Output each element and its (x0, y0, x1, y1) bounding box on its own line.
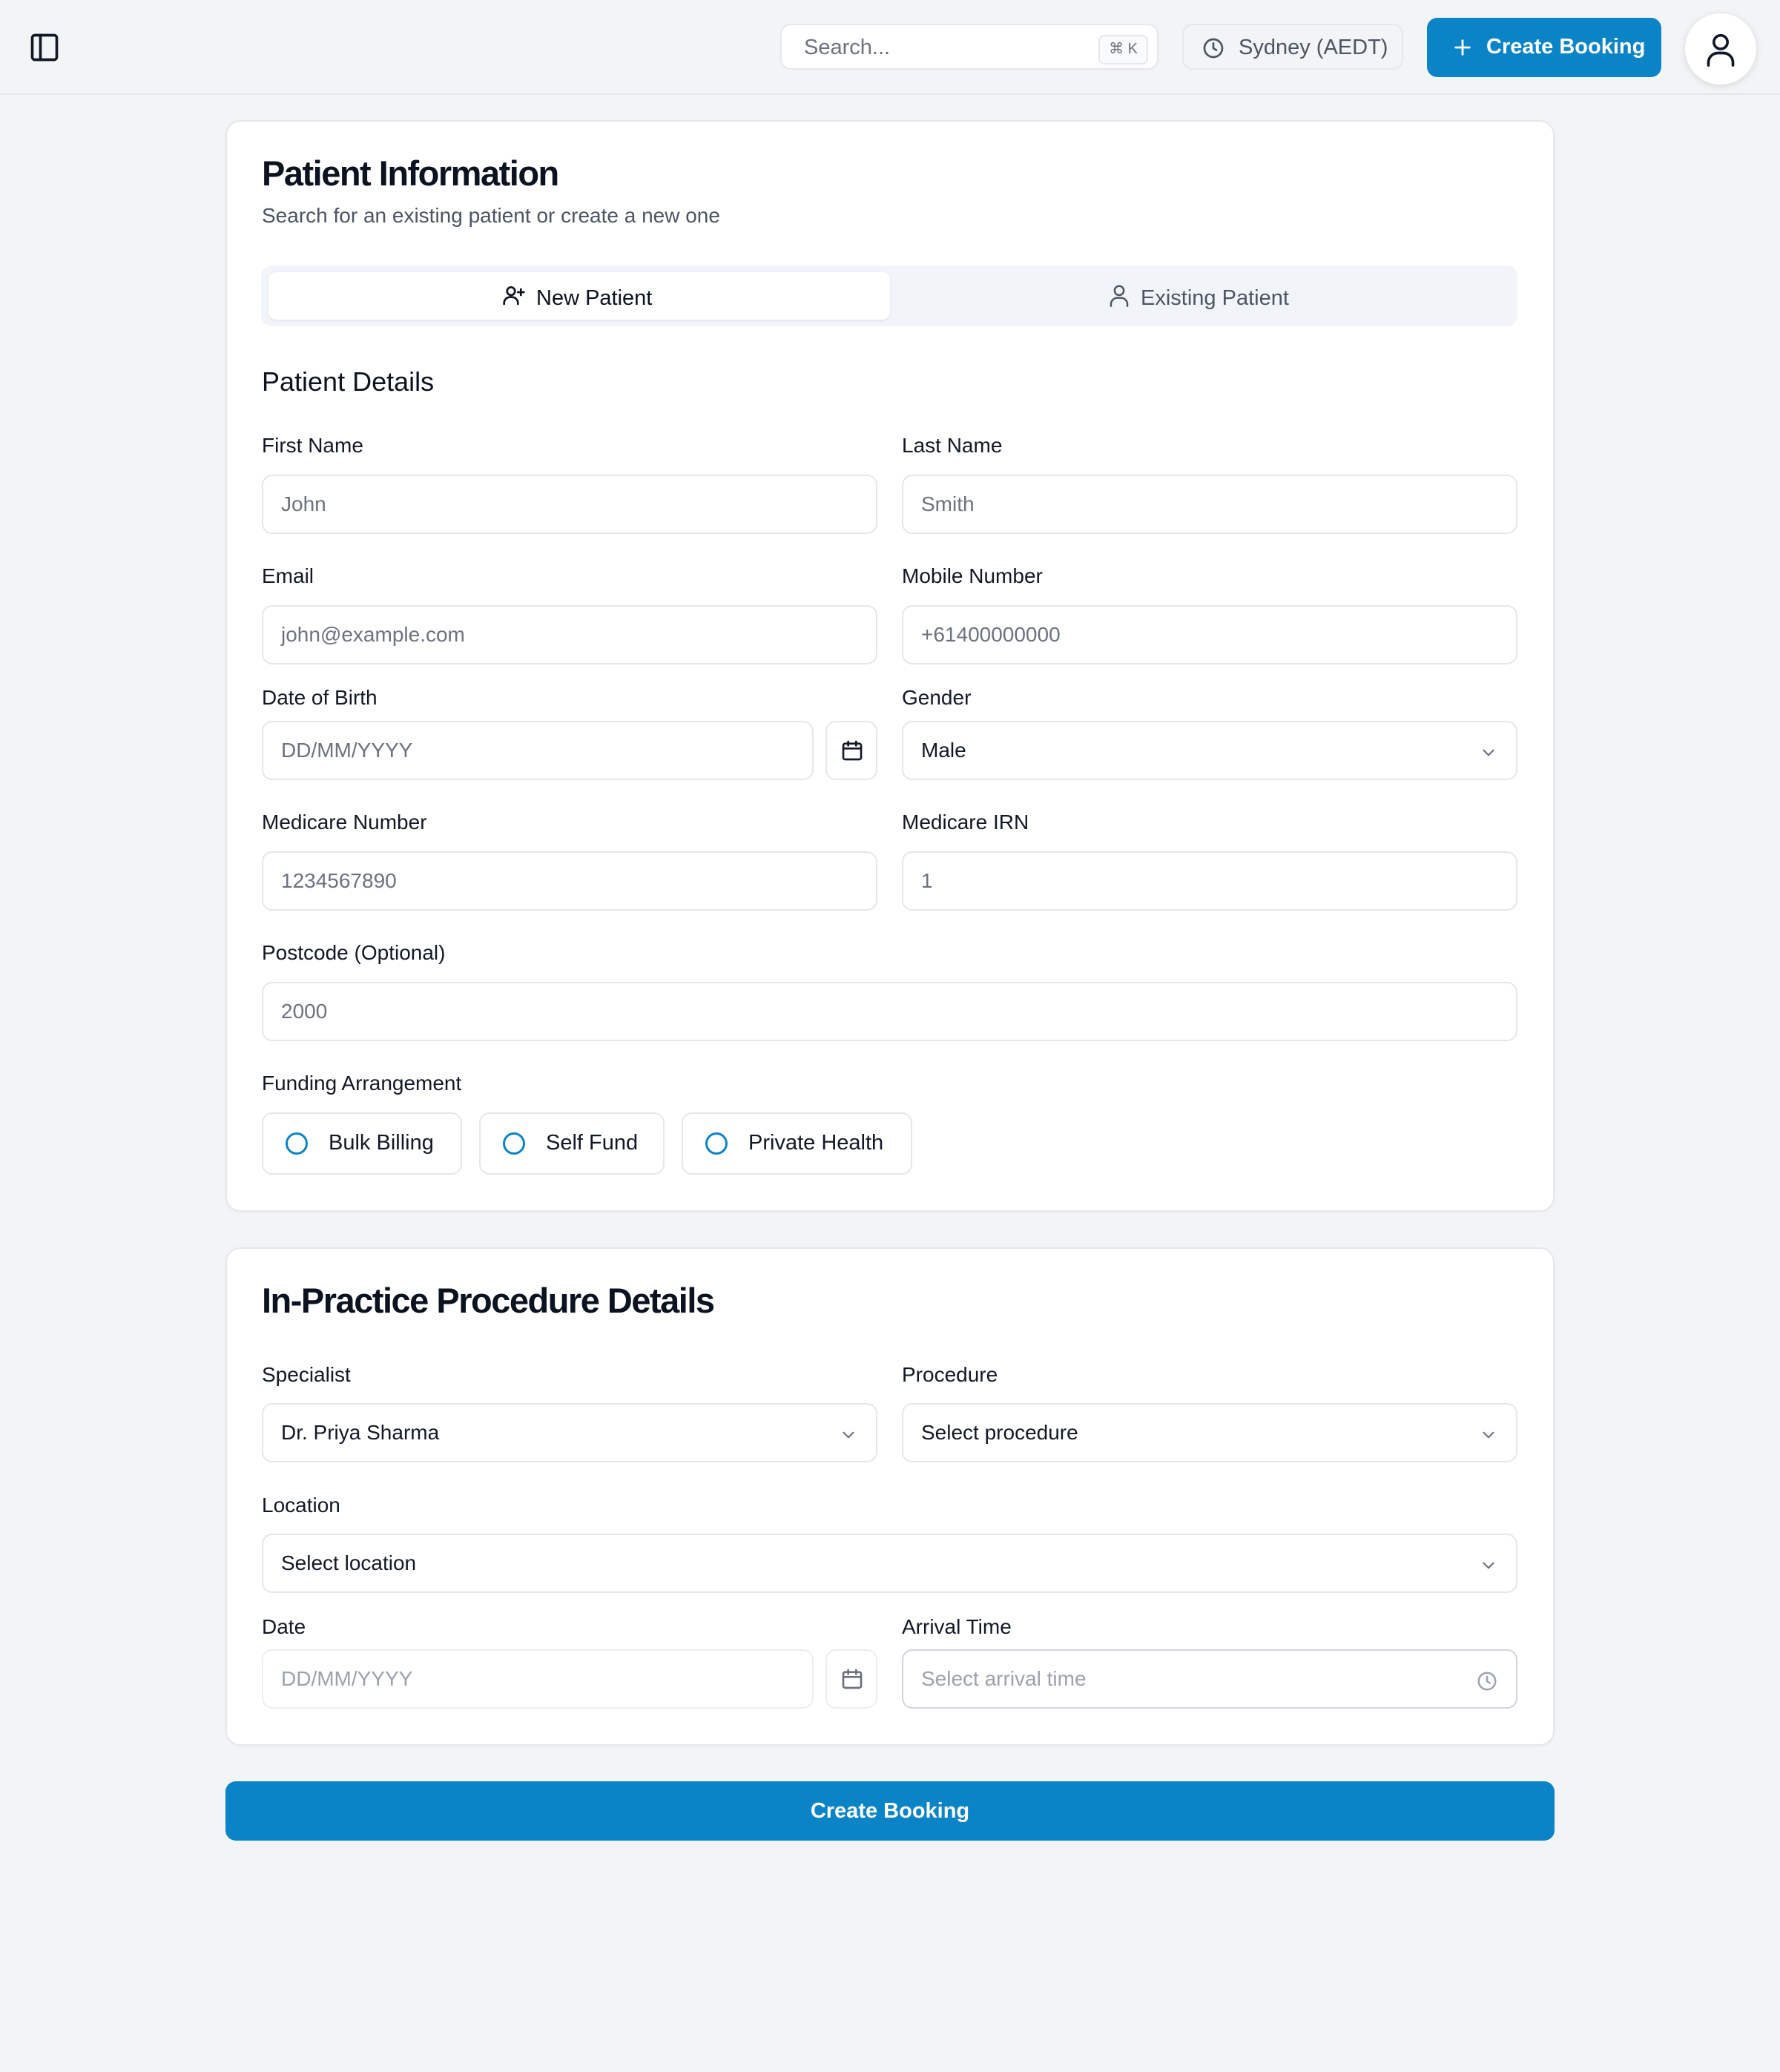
location-value: Select location (281, 1551, 417, 1574)
arrival-time-input[interactable] (902, 1649, 1517, 1709)
timezone-label: Sydney (AEDT) (1239, 36, 1388, 59)
medicare-irn-input[interactable] (902, 851, 1517, 911)
search-input[interactable] (780, 24, 1158, 70)
first-name-label: First Name (262, 434, 363, 457)
postcode-placeholder: 2000 (281, 1000, 328, 1023)
plus-icon (1452, 37, 1473, 58)
tab-existing-patient[interactable] (890, 272, 1512, 320)
funding-option-label: Self Fund (546, 1131, 639, 1155)
last-name-input[interactable] (902, 475, 1517, 534)
location-select[interactable] (262, 1534, 1517, 1593)
last-name-label: Last Name (902, 434, 1003, 457)
search-shortcut-badge: ⌘ K (1098, 35, 1148, 65)
clock-icon (1476, 1670, 1498, 1697)
location-label: Location (262, 1494, 340, 1517)
dob-calendar-button[interactable] (825, 721, 877, 780)
funding-option-label: Private Health (748, 1131, 884, 1155)
procedure-date-placeholder: DD/MM/YYYY (281, 1667, 413, 1690)
chevron-down-icon (1479, 1425, 1498, 1450)
radio-icon (286, 1132, 308, 1155)
patient-card-title: Patient Information (262, 154, 558, 193)
chevron-down-icon (839, 1425, 858, 1450)
medicare-number-label: Medicare Number (262, 811, 427, 834)
patient-card-subtitle: Search for an existing patient or create a new one (262, 204, 720, 227)
arrival-time-label: Arrival Time (902, 1615, 1012, 1638)
procedure-card-title: In-Practice Procedure Details (262, 1281, 714, 1320)
procedure-select[interactable] (902, 1403, 1517, 1462)
user-icon (1108, 283, 1130, 313)
specialist-label: Specialist (262, 1363, 351, 1386)
date-label: Date (262, 1615, 306, 1638)
tab-new-patient[interactable] (268, 272, 890, 320)
specialist-value: Dr. Priya Sharma (281, 1421, 440, 1444)
tab-new-patient-label: New Patient (536, 286, 653, 310)
funding-label: Funding Arrangement (262, 1072, 462, 1095)
radio-icon (705, 1132, 728, 1155)
postcode-input[interactable] (262, 982, 1517, 1041)
chevron-down-icon (1479, 1556, 1498, 1580)
dob-label: Date of Birth (262, 686, 378, 709)
gender-select[interactable] (902, 721, 1517, 780)
search-placeholder: Search... (804, 36, 891, 59)
funding-option-label: Bulk Billing (329, 1131, 434, 1155)
user-plus-icon (502, 283, 526, 313)
first-name-placeholder: John (281, 492, 326, 515)
medicare-irn-placeholder: 1 (921, 869, 933, 892)
medicare-number-placeholder: 1234567890 (281, 869, 397, 892)
header-create-booking-button[interactable] (1427, 18, 1661, 77)
radio-icon (503, 1132, 525, 1155)
email-placeholder: john@example.com (281, 623, 465, 646)
funding-option-bulk-billing[interactable] (262, 1112, 462, 1175)
mobile-input[interactable] (902, 605, 1517, 664)
email-input[interactable] (262, 605, 877, 664)
tab-existing-patient-label: Existing Patient (1141, 286, 1289, 310)
procedure-label: Procedure (902, 1363, 998, 1386)
funding-option-private-health[interactable] (682, 1112, 912, 1175)
sidebar-toggle-icon[interactable] (28, 31, 61, 64)
calendar-icon (840, 739, 864, 762)
postcode-label: Postcode (Optional) (262, 941, 446, 964)
chevron-down-icon (1479, 743, 1498, 768)
dob-input[interactable] (262, 721, 814, 780)
gender-value: Male (921, 739, 966, 762)
dob-placeholder: DD/MM/YYYY (281, 739, 413, 762)
email-label: Email (262, 564, 314, 587)
mobile-label: Mobile Number (902, 564, 1043, 587)
funding-option-self-fund[interactable] (479, 1112, 665, 1175)
medicare-number-input[interactable] (262, 851, 877, 911)
first-name-input[interactable] (262, 475, 877, 534)
calendar-icon (840, 1667, 864, 1691)
arrival-time-placeholder: Select arrival time (921, 1667, 1087, 1690)
timezone-button[interactable] (1182, 24, 1403, 70)
procedure-value: Select procedure (921, 1421, 1078, 1444)
clock-icon (1202, 36, 1225, 60)
medicare-irn-label: Medicare IRN (902, 811, 1029, 834)
mobile-placeholder: +61400000000 (921, 623, 1061, 646)
procedure-date-input[interactable] (262, 1649, 814, 1709)
procedure-date-calendar-button[interactable] (825, 1649, 877, 1709)
header-create-booking-label: Create Booking (1486, 35, 1646, 59)
gender-label: Gender (902, 686, 972, 709)
specialist-select[interactable] (262, 1403, 877, 1462)
last-name-placeholder: Smith (921, 492, 975, 515)
create-booking-submit-button[interactable]: Create Booking (225, 1781, 1555, 1841)
patient-details-heading: Patient Details (262, 366, 435, 397)
user-icon (1704, 31, 1737, 67)
user-avatar-button[interactable] (1685, 13, 1756, 85)
